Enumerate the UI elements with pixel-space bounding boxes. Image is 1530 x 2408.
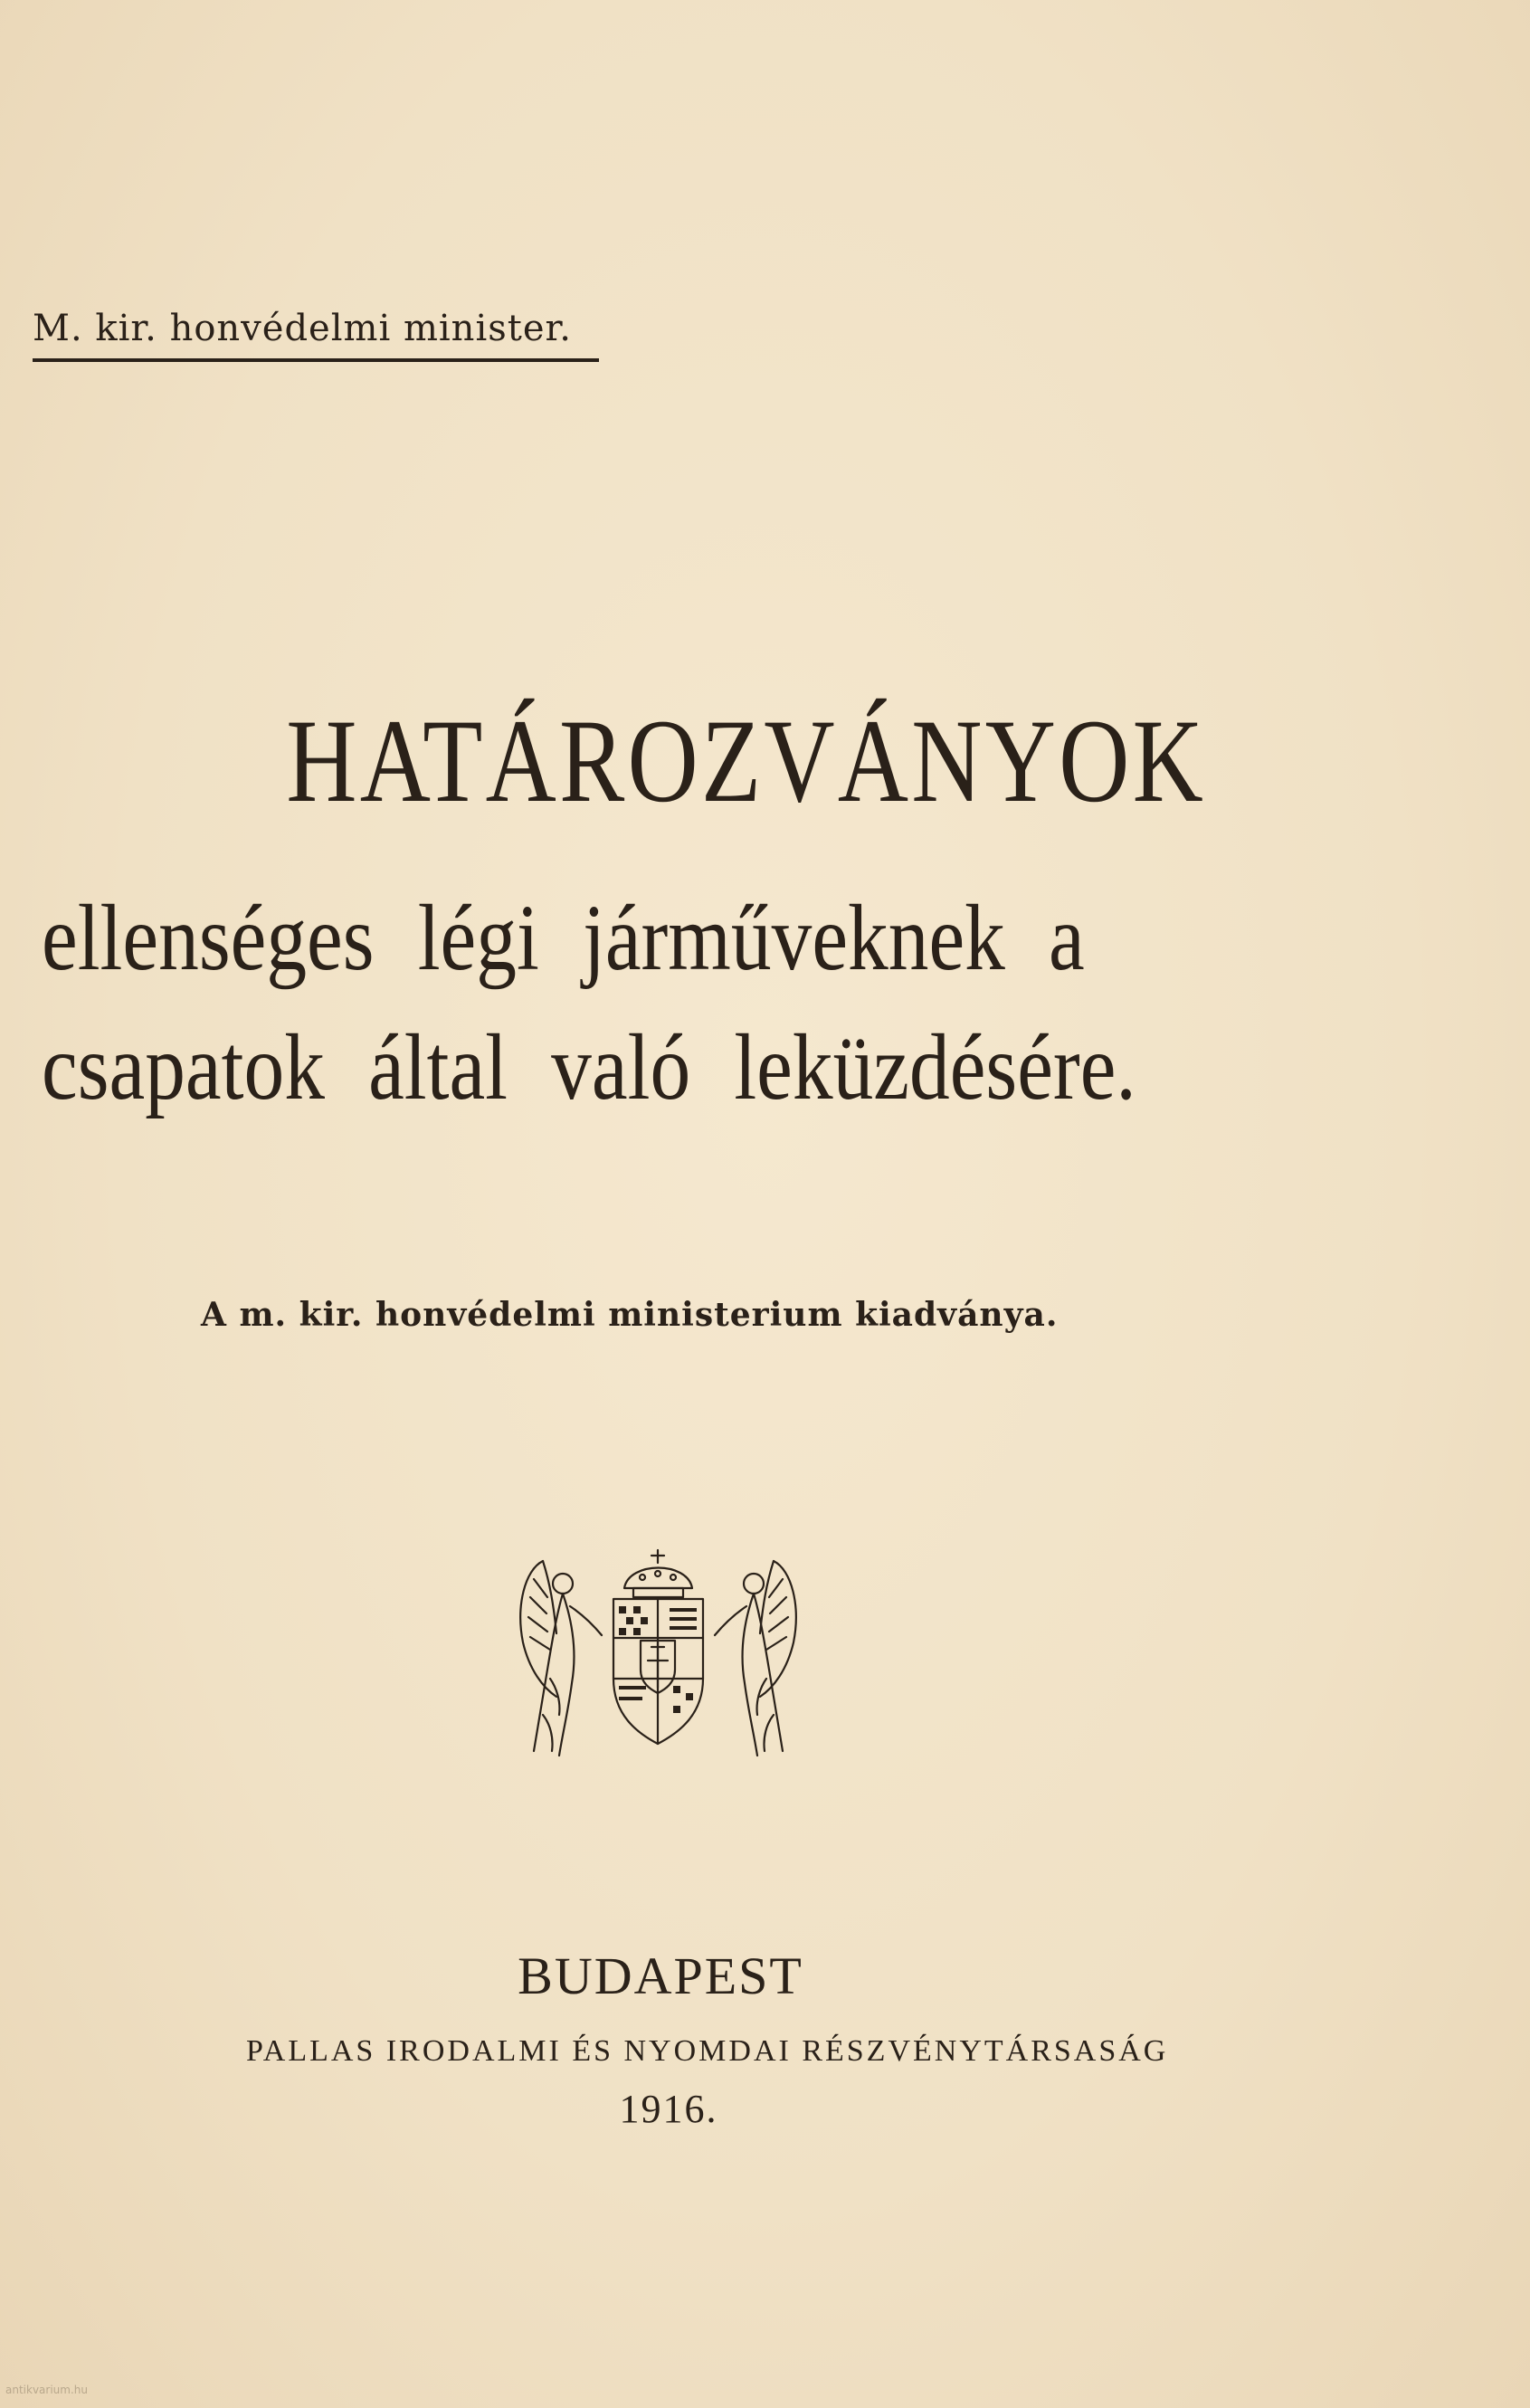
publication-note: A m. kir. honvédelmi ministerium kiadványa.: [201, 1296, 1059, 1334]
subtitle-line-1: ellenséges légi járműveknek a: [42, 886, 1085, 990]
coat-of-arms-with-angels-icon: [507, 1534, 810, 1769]
ministry-stamp: M. kir. honvédelmi minister.: [33, 308, 572, 349]
document-title: HATÁROZVÁNYOK: [286, 694, 1207, 827]
watermark: antikvarium.hu: [5, 2384, 88, 2396]
subtitle-line-2: csapatok által való leküzdésére.: [42, 1015, 1136, 1119]
imprint-city: BUDAPEST: [518, 1946, 803, 2005]
imprint-printer: PALLAS IRODALMI ÉS NYOMDAI RÉSZVÉNYTÁRSASÁG: [246, 2034, 1169, 2068]
stamp-underline: [33, 358, 599, 362]
imprint-year: 1916.: [619, 2087, 718, 2131]
